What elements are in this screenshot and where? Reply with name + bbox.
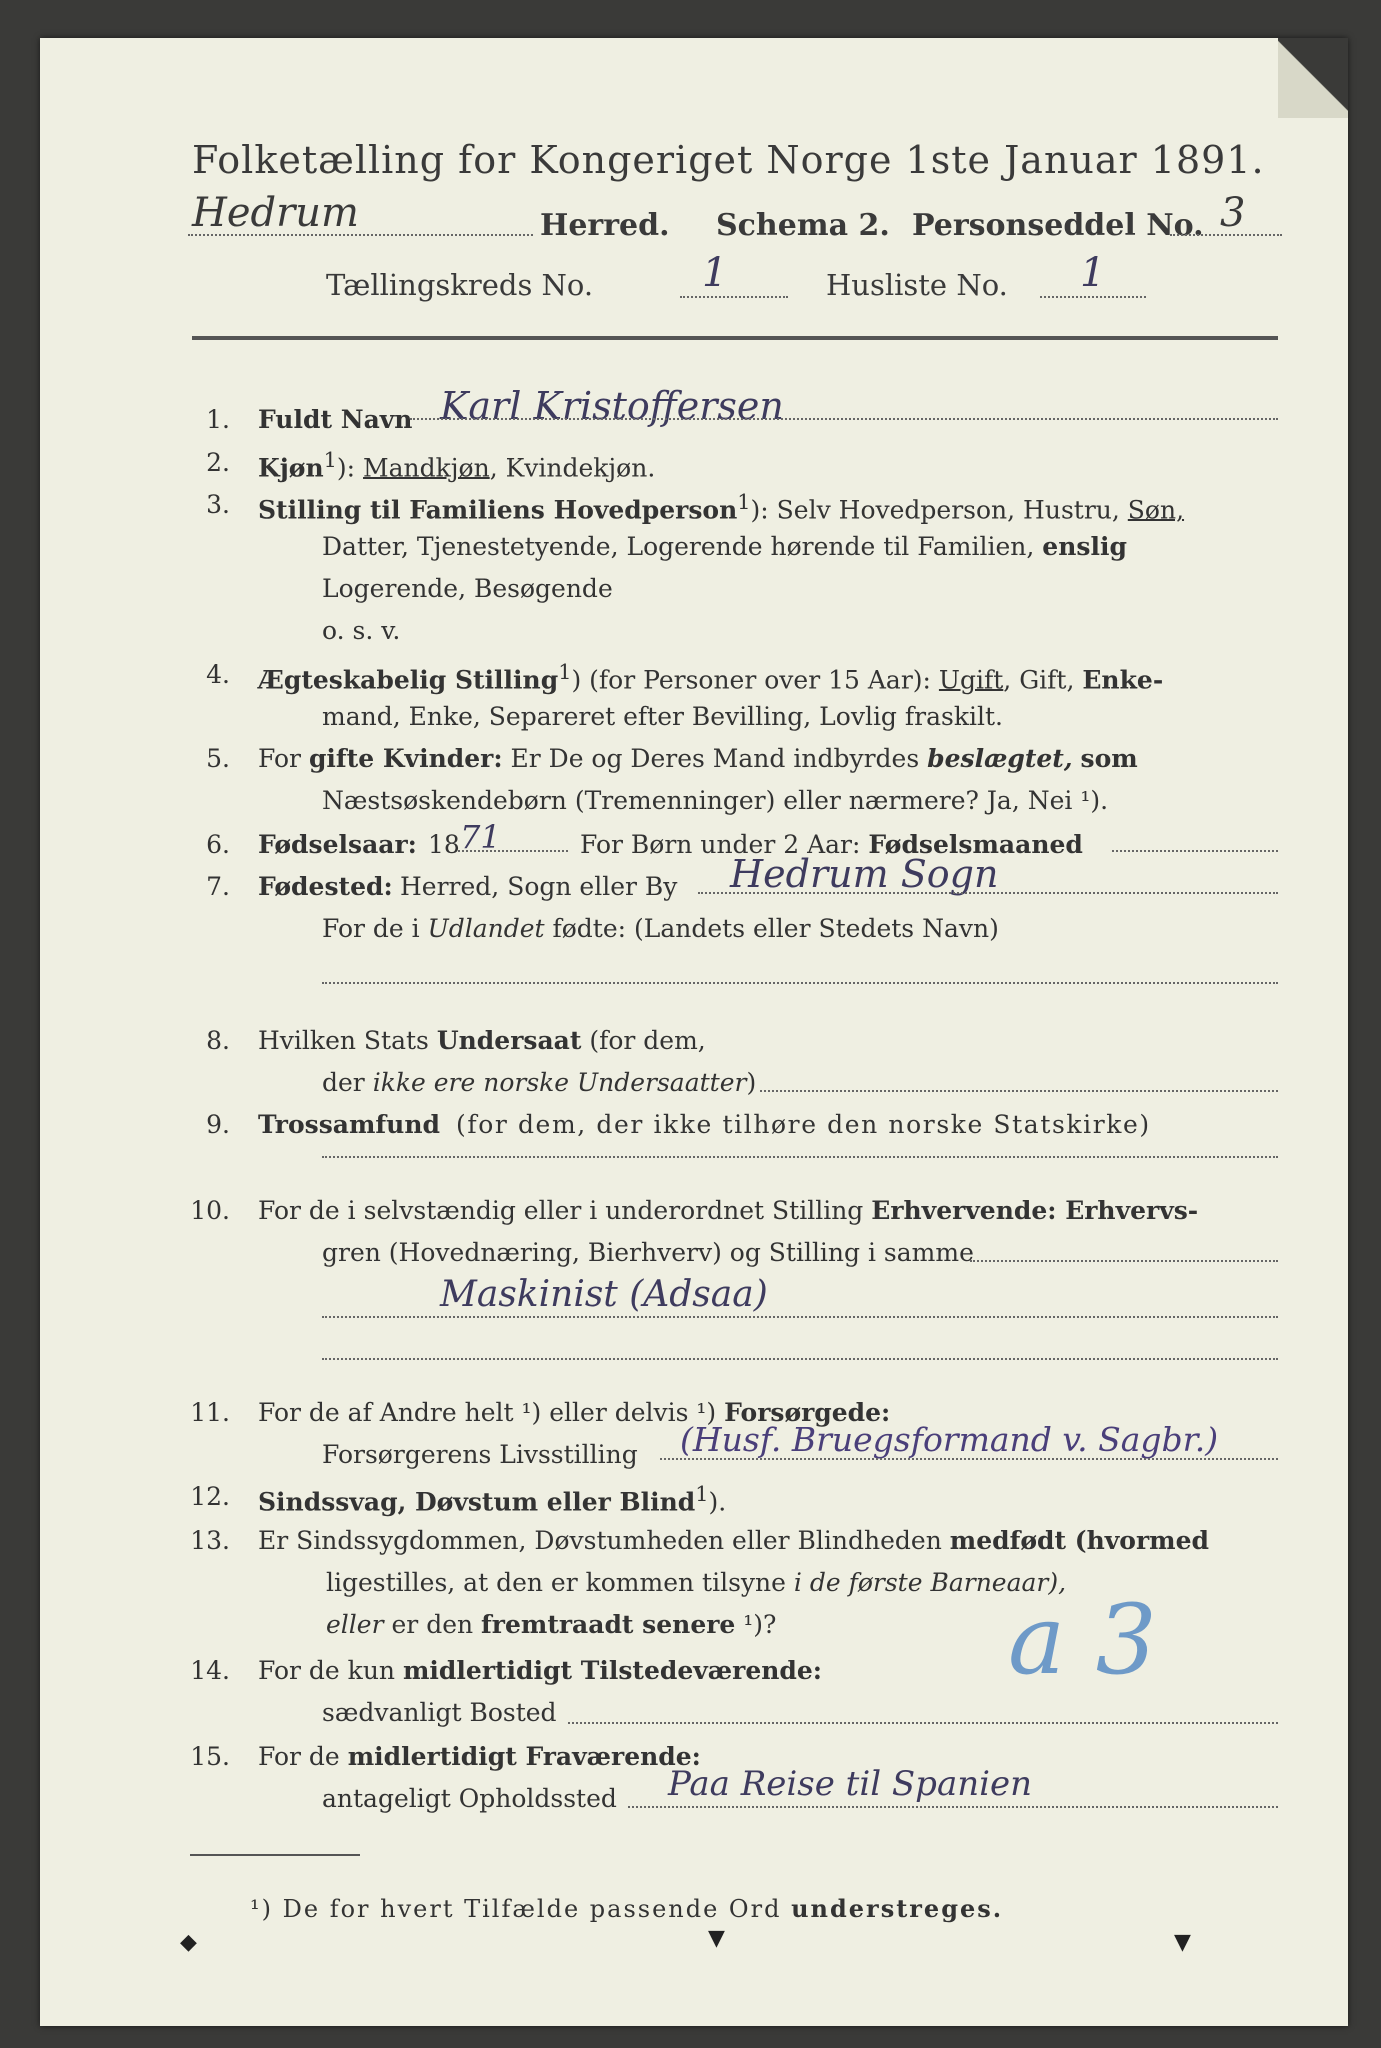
item-13-line-1b: medfødt (hvormed <box>949 1526 1209 1555</box>
item-9-line-1: (for dem, der ikke tilhøre den norske Statskirke) <box>456 1110 1151 1139</box>
item-7-line-1: Herred, Sogn eller By <box>400 872 678 901</box>
item-13-line-3d: ¹)? <box>743 1610 777 1639</box>
census-form-page: Folketælling for Kongeriget Norge 1ste Januar 1891. Hedrum Herred. Schema 2. Personseddel No. 3 Tællingskreds No. 1 Husliste No. 1 1. Fuldt Navn Karl Kristoffersen 2. Kjøn$^1$): Mandkjøn, Kvindekjøn. 3. Stilling til Familiens Hovedperson$^1$): Selv Hovedperson, Hustru, Søn, Datter, Tjenestetyende, Logerende hørende til Familien, enslig Logerende, Besøgende o. s. v. 4. Ægteskabelig Stilling$^1$) (for Personer over 15 Aar): Ugift, Gift, Enke- mand, Enke, Separeret efter Bevilling, Lovlig fraskilt. 5. For gifte Kvinder: Er De og Deres Mand indbyrdes beslægtet, som Næstsøskendebørn (Tremenninger) eller nærmere? Ja, Nei ¹). 6. Fødselsaar: 18 71 For Børn under 2 Aar: Fødselsmaaned 7. Fødested: Herred, Sogn eller By Hedrum Sogn For de i Udlandet fødte: (Landets eller Stedets Navn) 8. Hvilken Stats Undersaat (for dem, der ikke ere norske Undersaatter) 9. Trossamfund (for dem, der ikke tilhøre den norske Statskirke) 10. For de i selvstændig eller i underordnet Stilling Erhvervende: Erhvervs- gren (Hovednæring, Bierhverv) og Stilling i samme Maskinist (Adsaa) 11. For de af Andre helt ¹) eller delvis ¹) Forsørgede: Forsørgerens Livsstilling (Husf. Bruegsformand v. Sagbr.) 12. Sindssvag, Døvstum eller Blind$^1$). 13. Er Sindssygdommen, Døvstumheden eller Blindheden medfødt (hvormed ligestilles, at den er kommen tilsyne i de første Barneaar), eller er den fremtraadt senere ¹)? 14. For de kun midlertidigt Tilstedeværende: sædvanligt Bosted a 3 15. For de midlertidigt Fraværende: antageligt Opholdssted Paa Reise til Spanien ¹) De for hvert Tilfælde passende Ord understreges. ◆ ▼ ▼ <box>40 38 1348 2026</box>
item-7-dots <box>698 892 1278 894</box>
item-13-line-2a: ligestilles, at den er kommen tilsyne <box>326 1568 786 1597</box>
item-5-label-b: gifte Kvinder: <box>308 744 503 773</box>
personseddel-value: 3 <box>1220 190 1246 236</box>
item-1-dots <box>410 418 1278 420</box>
form-title: Folketælling for Kongeriget Norge 1ste Januar 1891. <box>192 138 1265 182</box>
item-14-dots <box>568 1722 1278 1724</box>
item-7-label: Fødested: <box>258 872 393 901</box>
item-5-line-1: Er De og Deres Mand indbyrdes <box>510 744 920 773</box>
header-rule <box>192 336 1278 340</box>
item-14-number: 14. <box>190 1656 230 1685</box>
item-4-option-ugift: Ugift <box>938 665 1004 695</box>
item-4-line-2: mand, Enke, Separeret efter Bevilling, Lovlig fraskilt. <box>322 702 1003 731</box>
item-8-line-2c: ) <box>746 1068 757 1097</box>
item-6-label: Fødselsaar: <box>258 830 417 859</box>
item-6-born-b: Fødselsmaaned <box>868 830 1083 859</box>
item-10-dots-a <box>970 1260 1278 1262</box>
husliste-value: 1 <box>1080 250 1106 296</box>
item-1-value: Karl Kristoffersen <box>440 384 784 428</box>
item-10-line-1a: For de i selvstændig eller i underordnet Stilling <box>258 1196 864 1225</box>
item-8-line-2b: ikke ere norske Undersaatter <box>372 1068 747 1097</box>
item-5-line-2: Næstsøskendebørn (Tremenninger) eller nærmere? Ja, Nei ¹). <box>322 786 1109 815</box>
item-12-tail: ). <box>708 1487 727 1517</box>
item-1-label: Fuldt Navn <box>258 405 413 434</box>
herred-dots <box>188 234 533 236</box>
item-8-line-1b: (for dem, <box>589 1026 706 1055</box>
item-4-option-gift: , Gift, <box>1003 665 1075 695</box>
item-12-sup: 1 <box>695 1482 709 1506</box>
item-13-line-3c: fremtraadt senere <box>481 1610 736 1639</box>
item-9-label: Trossamfund <box>258 1110 441 1139</box>
item-10-dots-b <box>322 1316 1278 1318</box>
item-3-line-3: Logerende, Besøgende <box>322 574 613 603</box>
item-13-number: 13. <box>190 1526 230 1555</box>
item-13-line-3b: er den <box>391 1610 474 1639</box>
item-7-number: 7. <box>206 872 230 901</box>
item-4-sup: 1 <box>558 660 572 684</box>
item-4-label: Ægteskabelig Stilling <box>258 665 559 695</box>
item-4-line-1: ) (for Personer over 15 Aar): <box>571 665 931 695</box>
item-10-number: 10. <box>190 1196 230 1225</box>
item-10-dots-c <box>322 1358 1278 1360</box>
item-6-number: 6. <box>206 830 230 859</box>
item-7-value: Hedrum Sogn <box>730 852 999 896</box>
item-6-born-a: For Børn under 2 Aar: <box>580 830 861 859</box>
item-8-dots <box>760 1090 1278 1092</box>
item-2-number: 2. <box>206 448 230 477</box>
item-13-line-3a: eller <box>326 1610 384 1639</box>
item-15-line-2: antageligt Opholdssted <box>322 1784 617 1813</box>
herred-label: Herred. <box>540 208 670 243</box>
item-11-dots <box>660 1458 1278 1460</box>
item-15-value: Paa Reise til Spanien <box>668 1764 1033 1804</box>
item-5-som: som <box>1080 744 1138 773</box>
item-5-label-a: For <box>258 744 301 773</box>
item-3-line-1: ): Selv Hovedperson, Hustru, <box>750 495 1120 525</box>
item-15-dots <box>628 1806 1278 1808</box>
ink-mark-center: ▼ <box>708 1926 725 1951</box>
item-12-label: Sindssvag, Døvstum eller Blind <box>258 1487 696 1517</box>
item-4-number: 4. <box>206 660 230 689</box>
item-1-number: 1. <box>206 405 230 434</box>
item-6-month-dots <box>1112 850 1278 852</box>
item-6-value: 71 <box>460 818 501 856</box>
item-7-foreign-dots <box>322 982 1278 984</box>
item-11-line-1a: For de af Andre helt ¹) eller delvis ¹) <box>258 1398 717 1427</box>
item-11-line-2: Forsørgerens Livsstilling <box>322 1440 638 1469</box>
item-9-dots <box>322 1156 1278 1158</box>
item-2-label: Kjøn <box>258 453 324 483</box>
personseddel-label: Personseddel No. <box>912 208 1204 243</box>
personseddel-dots <box>1170 234 1282 236</box>
item-5-beslaegtet: beslægtet, <box>927 744 1073 773</box>
item-7-line-2b: fødte: (Landets eller Stedets Navn) <box>552 914 999 943</box>
item-13-line-2b: i de første Barneaar), <box>793 1568 1067 1597</box>
item-7-udlandet: Udlandet <box>427 914 545 943</box>
item-5-number: 5. <box>206 744 230 773</box>
item-8-line-1a: Hvilken Stats <box>258 1026 429 1055</box>
husliste-dots <box>1040 296 1146 298</box>
item-3-enslig: enslig <box>1042 532 1127 561</box>
husliste-label: Husliste No. <box>826 268 1008 302</box>
item-8-number: 8. <box>206 1026 230 1055</box>
item-10-line-2: gren (Hovednæring, Bierhverv) og Stilling i samme <box>322 1238 974 1267</box>
kreds-value: 1 <box>702 250 728 296</box>
item-10-value: Maskinist (Adsaa) <box>440 1274 768 1315</box>
footnote-text: De for hvert Tilfælde passende Ord <box>282 1895 782 1923</box>
item-11-number: 11. <box>190 1398 230 1427</box>
item-7-line-2a: For de i <box>322 914 420 943</box>
item-15-line-1a: For de <box>258 1742 340 1771</box>
item-4-option-enke: Enke- <box>1082 665 1164 695</box>
item-13-line-1a: Er Sindssygdommen, Døvstumheden eller Blindheden <box>258 1526 942 1555</box>
item-15-line-1b: midlertidigt Fraværende: <box>347 1742 701 1771</box>
item-3-sup: 1 <box>737 490 751 514</box>
ink-mark-left: ◆ <box>180 1930 197 1955</box>
schema-label: Schema 2. <box>716 208 890 243</box>
item-6-dots <box>458 850 568 852</box>
item-3-line-4: o. s. v. <box>322 616 401 645</box>
item-2-option-kvindekjon: , Kvindekjøn. <box>489 453 656 483</box>
item-3-option-son: Søn, <box>1127 495 1185 525</box>
kreds-label: Tællingskreds No. <box>326 268 594 302</box>
item-10-line-1b: Erhvervende: Erhvervs- <box>871 1196 1199 1225</box>
archive-stamp-mark: a 3 <box>1008 1584 1157 1696</box>
folded-corner <box>1278 38 1348 118</box>
item-14-line-1a: For de kun <box>258 1656 396 1685</box>
item-14-line-1b: midlertidigt Tilstedeværende: <box>402 1656 823 1685</box>
herred-value: Hedrum <box>192 190 359 236</box>
item-12-number: 12. <box>190 1482 230 1511</box>
footnote-understreges: understreges. <box>791 1894 1004 1923</box>
ink-mark-right: ▼ <box>1174 1930 1191 1955</box>
item-2-sup: 1 <box>323 448 337 472</box>
footnote-rule <box>190 1854 360 1856</box>
item-2-option-mandkjon: Mandkjøn <box>363 453 490 483</box>
item-8-line-2a: der <box>322 1068 365 1097</box>
footnote-marker: ¹) <box>250 1895 273 1923</box>
item-3-line-2: Datter, Tjenestetyende, Logerende hørende til Familien, <box>322 532 1035 561</box>
item-3-number: 3. <box>206 490 230 519</box>
item-11-line-1b: Forsørgede: <box>724 1398 891 1427</box>
item-14-line-2: sædvanligt Bosted <box>322 1698 557 1727</box>
item-8-undersaat: Undersaat <box>436 1026 582 1055</box>
kreds-dots <box>680 296 788 298</box>
item-6-prefix: 18 <box>428 830 460 859</box>
item-3-label: Stilling til Familiens Hovedperson <box>258 495 738 525</box>
item-15-number: 15. <box>190 1742 230 1771</box>
item-11-value: (Husf. Bruegsformand v. Sagbr.) <box>680 1420 1219 1459</box>
item-9-number: 9. <box>206 1110 230 1139</box>
